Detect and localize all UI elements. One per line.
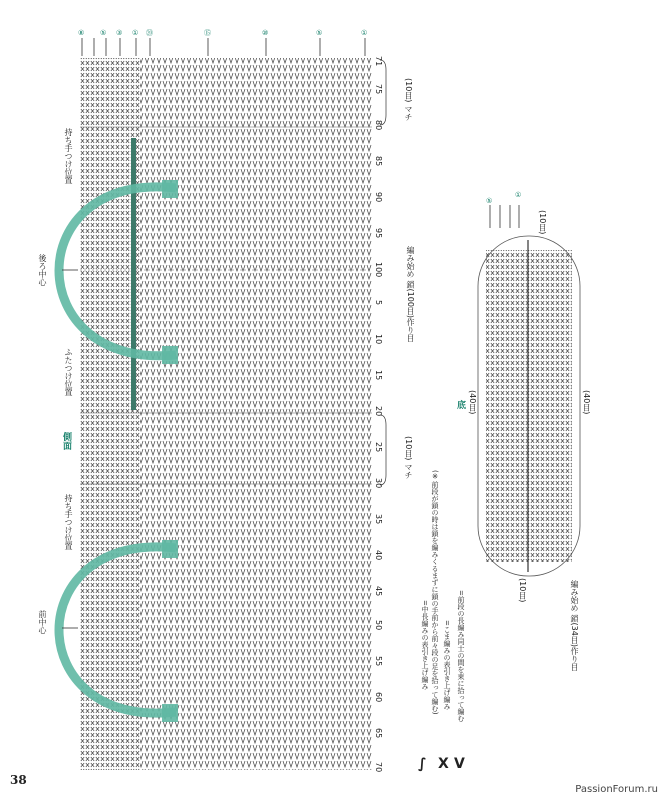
row-number: 40 <box>374 550 383 561</box>
row-number: 50 <box>374 620 383 631</box>
row-number: 25 <box>374 442 383 453</box>
circled-1b: ① <box>361 29 368 37</box>
row-number: 80 <box>374 120 383 131</box>
side-v-columns <box>140 58 372 770</box>
row-number: 20 <box>374 406 383 417</box>
row-number: 15 <box>374 370 383 381</box>
legend-symbol-v: V <box>454 756 465 772</box>
bottom-start-label: 編み始め 鎖(34目)作り目 <box>570 580 579 671</box>
row-number: 5 <box>374 300 383 306</box>
circled-1a: ① <box>132 29 139 37</box>
lid-position-bar <box>131 138 136 410</box>
back-center-label: 後ろ中心 <box>38 254 47 286</box>
row-number: 75 <box>374 84 383 95</box>
circled-3: ③ <box>116 29 123 37</box>
gusset-label-mid: (10目) マチ <box>404 436 413 479</box>
row-number: 65 <box>374 728 383 739</box>
row-number: 45 <box>374 586 383 597</box>
legend-symbol-hdc: ∫ <box>418 756 427 772</box>
circled-8: ⑧ <box>78 29 85 37</box>
bottom-circled-5: ⑤ <box>486 197 493 205</box>
strap-position-label-2: 持ち手つけ位置 <box>64 494 73 550</box>
front-center-label: 前中心 <box>38 610 47 634</box>
legend-symbol-sc: X <box>438 756 449 772</box>
bottom-bottom-count: (10目) <box>518 578 527 603</box>
row-number: 35 <box>374 514 383 525</box>
watermark: PassionForum.ru <box>575 784 658 795</box>
circled-5a: ⑤ <box>100 29 107 37</box>
side-title: 側面 <box>61 432 71 450</box>
row-number: 100 <box>374 262 383 278</box>
lid-position-label: ふたつけ位置 <box>64 348 73 396</box>
bottom-circled-1: ① <box>515 191 522 199</box>
start-label: 編み始め 鎖(100目)作り目 <box>406 246 415 343</box>
bottom-sc-grid <box>486 250 572 562</box>
row-number: 60 <box>374 692 383 703</box>
row-number: 30 <box>374 478 383 489</box>
row-number: 90 <box>374 192 383 203</box>
gusset-label-top: (10目) マチ <box>404 78 413 121</box>
row-number: 55 <box>374 656 383 667</box>
page-number: 38 <box>10 773 27 787</box>
legend-text-sc: =こま編みの表引き上げ編み <box>443 620 451 710</box>
bottom-top-count: (10目) <box>538 210 547 235</box>
strap-position-label-1: 持ち手つけ位置 <box>64 128 73 184</box>
legend-text-hdc: =中長編みの表引き上げ編み <box>421 600 429 690</box>
bottom-right-count: (40目) <box>582 390 591 415</box>
row-number: 70 <box>374 762 383 773</box>
circled-15: ⑮ <box>204 29 211 37</box>
row-number: 10 <box>374 334 383 345</box>
circled-10: ⑩ <box>262 29 269 37</box>
bottom-left-count: (40目) <box>468 390 477 415</box>
legend-note: (※前段が鎖の時は鎖を編みくるまずに鎖の手前から前々段の足を拾って編む) <box>431 470 439 715</box>
row-number: 71 <box>374 56 383 67</box>
row-number: 95 <box>374 228 383 239</box>
circled-5b: ⑤ <box>316 29 323 37</box>
side-top-arrows <box>82 38 365 56</box>
bottom-title: 底 <box>455 400 465 409</box>
row-number: 85 <box>374 156 383 167</box>
legend-text-v: =前段の長編み同士の間を束に拾って編む <box>457 590 465 722</box>
circled-20: ⑳ <box>146 29 153 37</box>
